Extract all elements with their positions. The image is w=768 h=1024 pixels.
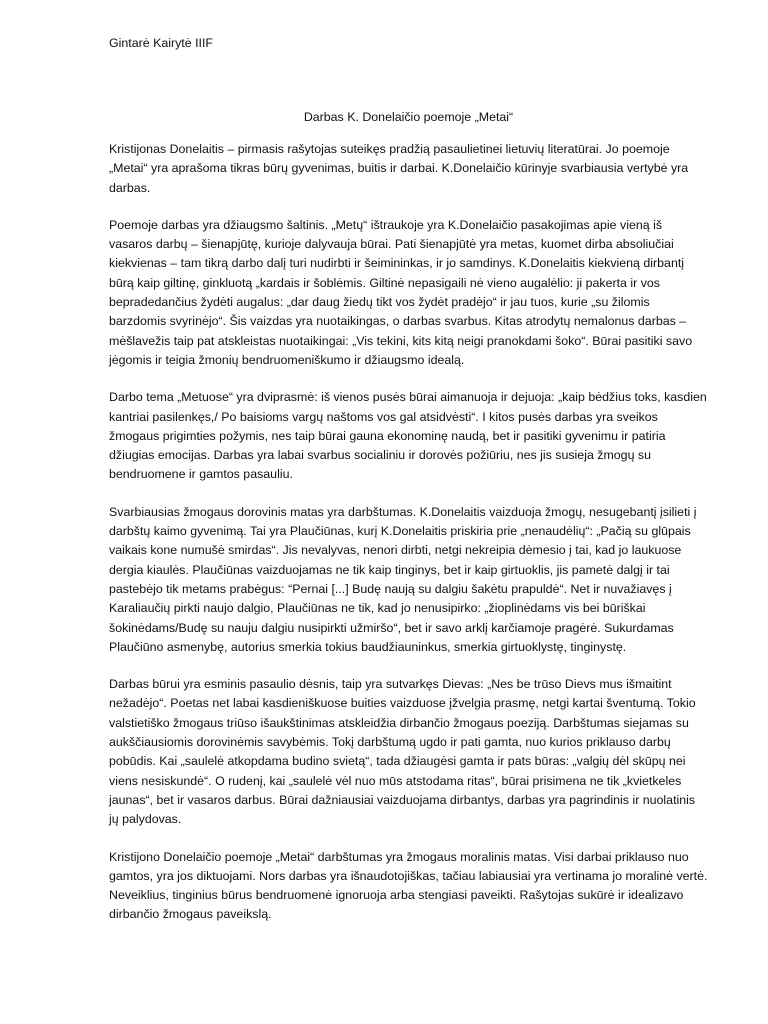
paragraph-4: Svarbiausias žmogaus dorovinis matas yra darbštumas. K.Donelaitis vaizduoja žmogų, nesugebantį įsilieti į darbštų kaimo gyvenimą. Tai yra Plaučiūnas, kurį K.Donelaitis priskiria prie „nenaudėlių“: „Pačią su glūpais vaikais kone numušė smirdas“. Jis nevalyvas, nenori dirbti, netgi nekreipia dėmesio į tai, kad jo laukuose dergia kiaulės. Plaučiūnas vaizduojamas ne tik kaip tinginys, bet ir kaip girtuoklis, jis pametė dalgį ir tai pastebėjo tik metams prabėgus: “Pernai [...] Budę naują su dalgiu šakėtu prapuldė“. Net ir nuvažiavęs į Karaliaučių pirkti naujo dalgio, Plaučiūnas ne tik, kad jo nenusipirko: „žioplinėdams vis bei būriškai šokinėdams/Budę su nauju dalgiu nusipirkti užmiršo“, bet ir savo arklį karčiamoje pragėrė. Sukurdamas Plaučiūno asmenybę, autorius smerkia tokius baudžiauninkus, smerkia girtuoklystę, tinginystę.	[109, 504, 697, 654]
author-name: Gintarė Kairytė IIIF	[109, 36, 213, 50]
paragraph-3: Darbo tema „Metuose“ yra dviprasmė: iš vienos pusės būrai aimanuoja ir dejuoja: „kaip bėdžius toks, kasdien kantriai pasilenkęs,/ Po baisioms vargų naštoms vos gal atsidvėsti“. I kitos pusės darbas yra sveikos žmogaus prigimties požymis, nes taip būrai gauna ekonominę naudą, bet ir pasitiki gyvenimu ir patiria džiugias emocijas. Darbas yra labai svarbus socialiniu ir dorovės požiūriu, nes jis susieja žmogų su bendruomene ir gamtos pasauliu.	[109, 390, 707, 482]
paragraph-2: Poemoje darbas yra džiaugsmo šaltinis. „Metų“ ištraukoje yra K.Donelaičio pasakojimas apie vieną iš vasaros darbų – šienapjūtę, kurioje dalyvauja būrai. Pati šienapjūtė yra metas, kuomet dirba absoliučiai kiekvienas – tam tikrą darbo dalį turi nudirbti ir šeimininkas, ir jo samdinys. K.Donelaitis kiekvieną dirbantį būrą kaip giltinę, ginkluotą „kardais ir šoblėmis. Giltinė nepasigaili nė vieno augalėlio: ji pakerta ir vos bepradedančius žydėti augalus: „dar daug žiedų tikt vos žydėt pradėjo“ ir jau tuos, kurie „su žilomis barzdomis svyrinėjo“. Šis vaizdas yra nuotaikingas, o darbas svarbus. Kitas atrodytų nemalonus darbas – mėšlavežis taip pat atskleistas nuotaikingai: „Vis tekini, kits kitą neigi pranokdami šoko“. Būrai pasitiki savo jėgomis ir teigia žmonių bendruomeniškumo ir džiaugsmo idealą.	[109, 217, 693, 367]
document-title: Darbas K. Donelaičio poemoje „Metai“	[303, 110, 514, 124]
paragraph-6: Kristijono Donelaičio poemoje „Metai“ darbštumas yra žmogaus moralinis matas. Visi darbai priklauso nuo gamtos, yra jos diktuojami. Nors darbas yra išnaudotojiškas, tačiau labiausiai yra vertinama jo moralinė vertė. Neveiklius, tinginius būrus bendruomenė ignoruoja arba stengiasi paveikti. Rašytojas sukūrė ir idealizavo dirbančio žmogaus paveikslą.	[109, 849, 708, 922]
paragraph-1: Kristijonas Donelaitis – pirmasis rašytojas suteikęs pradžią pasaulietinei lietuvių literatūrai. Jo poemoje „Metai“ yra aprašoma tikras būrų gyvenimas, buitis ir darbai. K.Donelaičio kūrinyje svarbiausia vertybė yra darbas.	[109, 142, 689, 195]
paragraph-5: Darbas būrui yra esminis pasaulio dėsnis, taip yra sutvarkęs Dievas: „Nes be trūso Dievs mus išmaitint nežadėjo“. Poetas net labai kasdieniškuose buities vaizduose įžvelgia prasmę, netgi kartai šventumą. Tokio valstietiško žmogaus triūso išaukštinimas atskleidžia dirbančio žmogaus poeziją. Darbštumas siejamas su aukščiausiomis dorovinėmis savybėmis. Tokį darbštumą ugdo ir pati gamta, nuo kurios priklauso darbų pobūdis. Kai „saulelė atkopdama budino svietą“, tada džiaugėsi gamta ir pats būras: „valgių dėl skūpų nei viens nesiskundė“. O rudenį, kai „saulelė vėl nuo mūs atstodama ritas“, būrai prisimena ne tik „kvietkeles jaunas“, bet ir vasaros darbus. Būrai dažniausiai vaizduojama dirbantys, darbas yra pagrindinis ir nuolatinis jų palydovas.	[109, 677, 696, 827]
